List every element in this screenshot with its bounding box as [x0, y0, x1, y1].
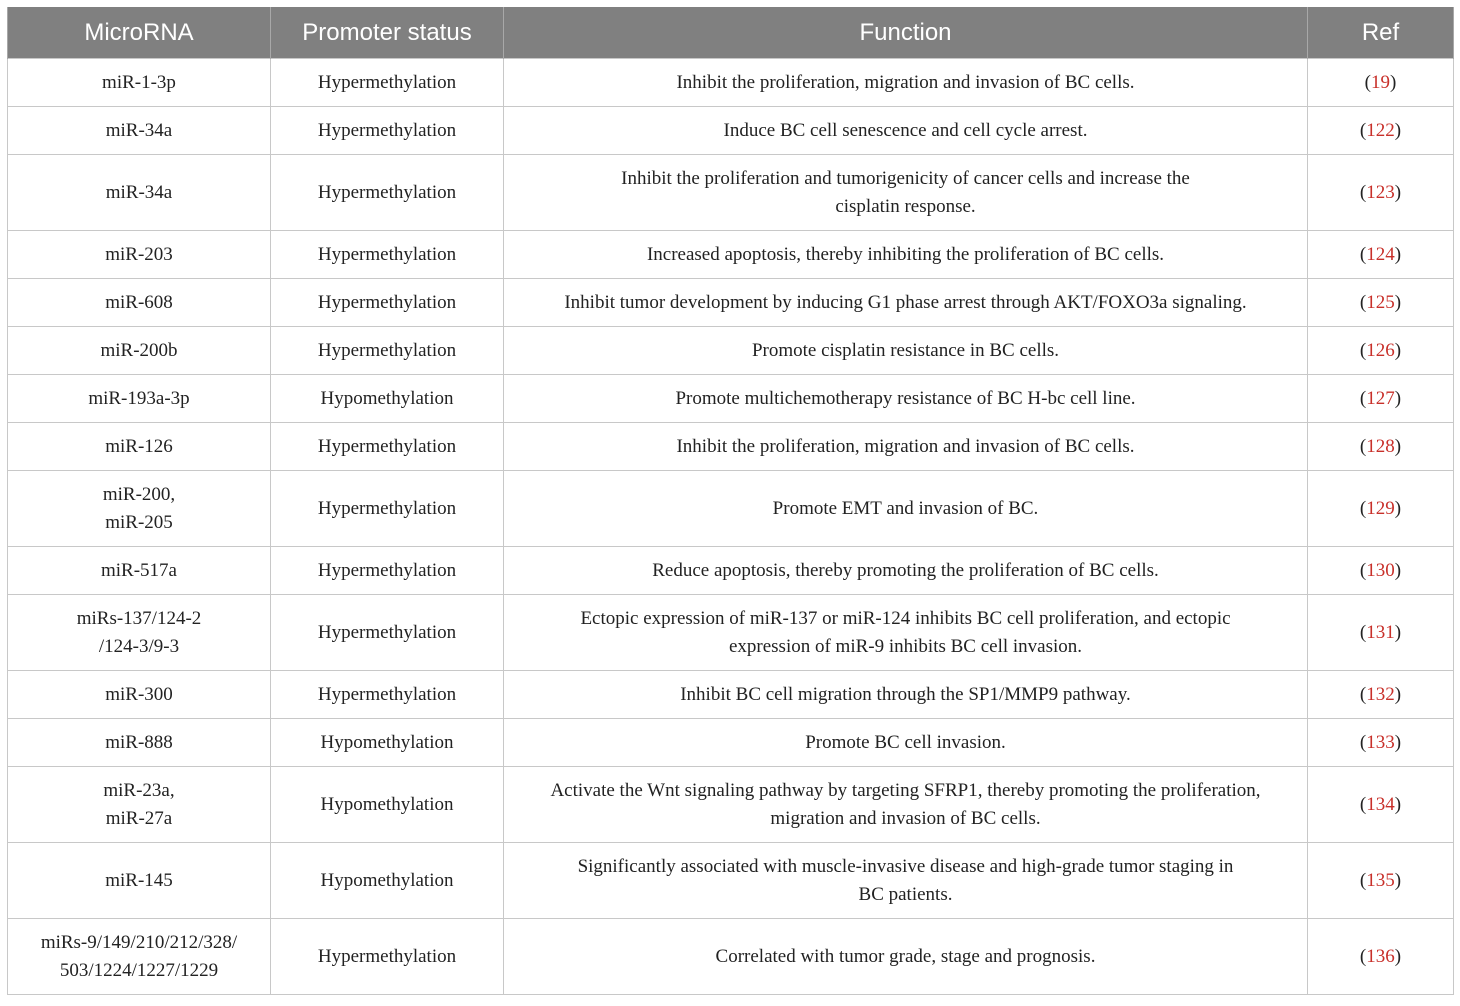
microrna-name: /124-3/9-3	[98, 635, 180, 657]
cell-promoter-status	[271, 671, 504, 719]
ref-link[interactable]: 127	[1366, 387, 1395, 409]
cell-promoter-status	[271, 423, 504, 471]
cell-promoter-status	[271, 231, 504, 279]
cell-ref: (127)	[1308, 375, 1454, 423]
cell-microrna	[8, 595, 271, 671]
microrna-name: miR-200b	[100, 339, 178, 361]
cell-ref: (130)	[1308, 547, 1454, 595]
microrna-name: miR-203	[105, 243, 173, 265]
function-text: Ectopic expression of miR-137 or miR-124 inhibits BC cell proliferation, and ectopic	[580, 607, 1231, 629]
table-row	[8, 231, 1454, 279]
cell-promoter-status	[271, 155, 504, 231]
ref-link[interactable]: 123	[1366, 181, 1395, 203]
promoter-status-text: Hypomethylation	[320, 793, 454, 815]
cell-microrna	[8, 843, 271, 919]
microrna-name: miR-1-3p	[102, 71, 176, 93]
function-text: Inhibit tumor development by inducing G1 phase arrest through AKT/FOXO3a signaling.	[564, 291, 1247, 313]
cell-promoter-status	[271, 327, 504, 375]
function-text: Correlated with tumor grade, stage and prognosis.	[715, 945, 1096, 967]
promoter-status-text: Hypermethylation	[317, 621, 457, 643]
cell-promoter-status	[271, 279, 504, 327]
table-row	[8, 471, 1454, 547]
microrna-name: miR-300	[105, 683, 173, 705]
function-text: Induce BC cell senescence and cell cycle arrest.	[723, 119, 1088, 141]
table-row	[8, 155, 1454, 231]
cell-microrna	[8, 547, 271, 595]
microrna-name: 503/1224/1227/1229	[59, 959, 219, 981]
table-row	[8, 595, 1454, 671]
microrna-name: miR-126	[105, 435, 173, 457]
ref-link[interactable]: 128	[1366, 435, 1395, 457]
promoter-status-text: Hypermethylation	[317, 559, 457, 581]
table-row	[8, 375, 1454, 423]
cell-function	[504, 671, 1308, 719]
cell-ref: (135)	[1308, 843, 1454, 919]
microrna-name: miR-34a	[105, 119, 173, 141]
cell-function	[504, 279, 1308, 327]
function-text: Increased apoptosis, thereby inhibiting the proliferation of BC cells.	[646, 243, 1165, 265]
cell-ref: (128)	[1308, 423, 1454, 471]
cell-function	[504, 423, 1308, 471]
promoter-status-text: Hypermethylation	[317, 683, 457, 705]
function-text: Activate the Wnt signaling pathway by targeting SFRP1, thereby promoting the proliferation,	[550, 779, 1261, 801]
microrna-methylation-table	[7, 7, 1454, 995]
ref-link[interactable]: 135	[1366, 869, 1395, 891]
table-row	[8, 767, 1454, 843]
promoter-status-text: Hypomethylation	[320, 387, 454, 409]
table-row	[8, 671, 1454, 719]
ref-link[interactable]: 133	[1366, 731, 1395, 753]
ref-link[interactable]: 125	[1366, 291, 1395, 313]
cell-microrna	[8, 919, 271, 995]
cell-ref: (131)	[1308, 595, 1454, 671]
promoter-status-text: Hypomethylation	[320, 731, 454, 753]
cell-microrna	[8, 59, 271, 107]
cell-ref: (122)	[1308, 107, 1454, 155]
header-microrna: MicroRNA	[8, 7, 271, 59]
microrna-name: miR-145	[105, 869, 173, 891]
microrna-name: miR-23a,	[103, 779, 175, 801]
cell-function	[504, 843, 1308, 919]
ref-link[interactable]: 130	[1366, 559, 1395, 581]
function-text: Significantly associated with muscle-invasive disease and high-grade tumor staging in	[577, 855, 1234, 877]
table-row	[8, 719, 1454, 767]
cell-microrna	[8, 671, 271, 719]
table-row	[8, 547, 1454, 595]
function-text: Inhibit the proliferation, migration and invasion of BC cells.	[676, 71, 1135, 93]
cell-microrna	[8, 279, 271, 327]
microrna-name: miR-205	[105, 511, 173, 533]
microrna-name: miR-888	[105, 731, 173, 753]
cell-ref: (126)	[1308, 327, 1454, 375]
cell-microrna	[8, 327, 271, 375]
microrna-name: miRs-9/149/210/212/328/	[40, 931, 238, 953]
function-text: expression of miR-9 inhibits BC cell invasion.	[728, 635, 1083, 657]
table-row	[8, 107, 1454, 155]
function-text: Reduce apoptosis, thereby promoting the proliferation of BC cells.	[652, 559, 1159, 581]
table-row	[8, 59, 1454, 107]
microrna-name: miR-517a	[101, 559, 177, 581]
function-text: Promote EMT and invasion of BC.	[772, 497, 1039, 519]
promoter-status-text: Hypermethylation	[317, 71, 457, 93]
cell-ref: (19)	[1308, 59, 1454, 107]
cell-function	[504, 231, 1308, 279]
cell-function	[504, 595, 1308, 671]
promoter-status-text: Hypermethylation	[317, 497, 457, 519]
table-header	[8, 7, 1454, 59]
cell-promoter-status	[271, 59, 504, 107]
cell-ref: (123)	[1308, 155, 1454, 231]
cell-ref: (132)	[1308, 671, 1454, 719]
table-row	[8, 327, 1454, 375]
function-text: migration and invasion of BC cells.	[770, 807, 1041, 829]
function-text: Inhibit the proliferation and tumorigenicity of cancer cells and increase the	[621, 167, 1190, 189]
promoter-status-text: Hypermethylation	[317, 945, 457, 967]
header-function: Function	[504, 7, 1308, 59]
promoter-status-text: Hypermethylation	[317, 339, 457, 361]
function-text: BC patients.	[858, 883, 953, 905]
promoter-status-text: Hypermethylation	[317, 435, 457, 457]
microrna-name: miR-193a-3p	[88, 387, 190, 409]
microrna-name: miR-34a	[105, 181, 173, 203]
microrna-name: miRs-137/124-2	[76, 607, 202, 629]
cell-function	[504, 327, 1308, 375]
microrna-name: miR-200,	[102, 483, 176, 505]
cell-microrna	[8, 375, 271, 423]
cell-ref: (129)	[1308, 471, 1454, 547]
ref-link[interactable]: 122	[1366, 119, 1395, 141]
cell-function	[504, 767, 1308, 843]
function-text: Inhibit the proliferation, migration and invasion of BC cells.	[676, 435, 1135, 457]
cell-function	[504, 471, 1308, 547]
promoter-status-text: Hypomethylation	[320, 869, 454, 891]
cell-function	[504, 107, 1308, 155]
cell-promoter-status	[271, 547, 504, 595]
ref-link[interactable]: 124	[1366, 243, 1395, 265]
cell-promoter-status	[271, 719, 504, 767]
cell-ref: (125)	[1308, 279, 1454, 327]
ref-link[interactable]: 129	[1366, 497, 1395, 519]
cell-microrna	[8, 767, 271, 843]
table-row	[8, 423, 1454, 471]
function-text: Promote cisplatin resistance in BC cells.	[751, 339, 1060, 361]
table-row	[8, 919, 1454, 995]
cell-microrna	[8, 231, 271, 279]
cell-microrna	[8, 423, 271, 471]
header-promoter-status: Promoter status	[271, 7, 504, 59]
cell-function	[504, 719, 1308, 767]
ref-link[interactable]: 126	[1366, 339, 1395, 361]
ref-link[interactable]: 131	[1366, 621, 1395, 643]
ref-link[interactable]: 19	[1371, 71, 1390, 93]
promoter-status-text: Hypermethylation	[317, 181, 457, 203]
table-row	[8, 279, 1454, 327]
ref-link[interactable]: 136	[1366, 945, 1395, 967]
promoter-status-text: Hypermethylation	[317, 119, 457, 141]
cell-promoter-status	[271, 919, 504, 995]
function-text: cisplatin response.	[835, 195, 976, 217]
function-text: Promote multichemotherapy resistance of BC H-bc cell line.	[675, 387, 1136, 409]
cell-promoter-status	[271, 595, 504, 671]
cell-ref: (124)	[1308, 231, 1454, 279]
cell-microrna	[8, 719, 271, 767]
promoter-status-text: Hypermethylation	[317, 291, 457, 313]
cell-promoter-status	[271, 375, 504, 423]
cell-function	[504, 547, 1308, 595]
cell-function	[504, 59, 1308, 107]
cell-promoter-status	[271, 471, 504, 547]
cell-function	[504, 375, 1308, 423]
header-row	[8, 7, 1454, 59]
header-ref: Ref	[1308, 7, 1454, 59]
ref-link[interactable]: 134	[1366, 793, 1395, 815]
cell-ref: (136)	[1308, 919, 1454, 995]
table-body	[8, 59, 1454, 995]
microrna-name: miR-27a	[105, 807, 173, 829]
table-container	[7, 7, 1453, 995]
function-text: Promote BC cell invasion.	[805, 731, 1006, 753]
cell-function	[504, 155, 1308, 231]
cell-promoter-status	[271, 107, 504, 155]
table-row	[8, 843, 1454, 919]
cell-microrna	[8, 107, 271, 155]
microrna-name: miR-608	[105, 291, 173, 313]
cell-microrna	[8, 155, 271, 231]
cell-promoter-status	[271, 843, 504, 919]
function-text: Inhibit BC cell migration through the SP1/MMP9 pathway.	[680, 683, 1131, 705]
cell-promoter-status	[271, 767, 504, 843]
ref-link[interactable]: 132	[1366, 683, 1395, 705]
promoter-status-text: Hypermethylation	[317, 243, 457, 265]
cell-ref: (134)	[1308, 767, 1454, 843]
cell-microrna	[8, 471, 271, 547]
cell-ref: (133)	[1308, 719, 1454, 767]
cell-function	[504, 919, 1308, 995]
